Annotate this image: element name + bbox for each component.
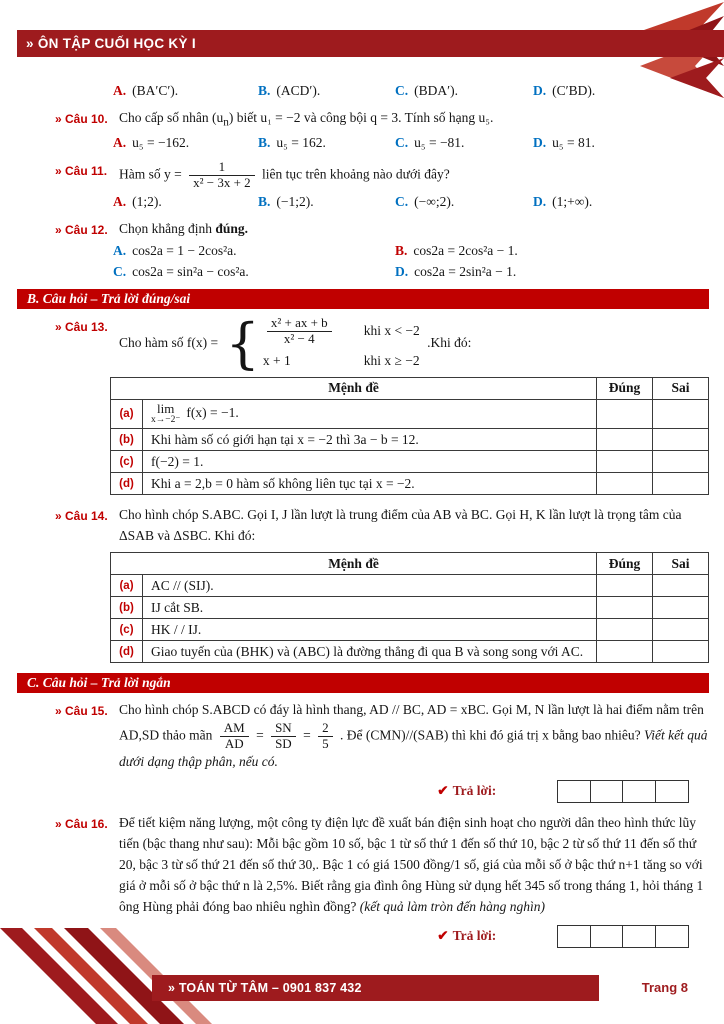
fraction bbox=[189, 160, 255, 191]
question-15-answer-row bbox=[17, 780, 689, 803]
column-header-dung: Đúng bbox=[597, 553, 653, 575]
footer-brand: » TOÁN TỪ TÂM – 0901 837 432 bbox=[168, 981, 362, 995]
section-c-bar bbox=[17, 673, 709, 693]
sai-cell[interactable] bbox=[653, 473, 709, 495]
row-key: (b) bbox=[111, 597, 143, 619]
sai-cell[interactable] bbox=[653, 641, 709, 663]
question-11-text bbox=[119, 160, 709, 191]
option-text: u₅ = −162. bbox=[132, 135, 190, 151]
answer-box-1[interactable] bbox=[557, 925, 591, 948]
option-d bbox=[395, 264, 709, 280]
column-header-sai: Sai bbox=[653, 553, 709, 575]
sai-cell[interactable] bbox=[653, 429, 709, 451]
piecewise-condition: khi x ≥ −2 bbox=[363, 352, 420, 368]
question-13-label: » Câu 13. bbox=[55, 319, 108, 334]
table-row-d bbox=[111, 641, 709, 663]
answer-box-3[interactable] bbox=[622, 780, 656, 803]
option-text: u₅ = 81. bbox=[552, 135, 595, 151]
row-key: (d) bbox=[111, 641, 143, 663]
option-text: (C′BD). bbox=[552, 83, 596, 98]
piecewise-rows bbox=[263, 316, 420, 372]
option-text: cos2a = 2cos²a − 1. bbox=[413, 242, 518, 258]
section-b-bar bbox=[17, 289, 709, 309]
option-letter: A. bbox=[113, 242, 127, 258]
statement-text: Khi hàm số có giới hạn tại x = −2 thì 3a − b = 12. bbox=[151, 431, 419, 447]
statement-cell bbox=[143, 429, 597, 451]
dung-cell[interactable] bbox=[597, 575, 653, 597]
dung-cell[interactable] bbox=[597, 473, 653, 495]
question-12-label: » Câu 12. bbox=[55, 223, 108, 237]
option-letter: D. bbox=[533, 83, 547, 98]
page-number: Trang 8 bbox=[641, 980, 688, 995]
statement-text: Giao tuyến của (BHK) và (ABC) là đường thẳng đi qua B và song song với AC. bbox=[151, 643, 584, 659]
fraction bbox=[271, 721, 296, 752]
statement-text: HK / / IJ. bbox=[151, 621, 202, 637]
text-fragment: . Để (CMN)//(SAB) thì khi đó giá trị x bằng bao nhiêu? bbox=[339, 727, 641, 743]
question-10-label: » Câu 10. bbox=[55, 112, 108, 126]
text-fragment: liên tục trên khoảng nào dưới đây? bbox=[262, 166, 450, 182]
option-text: cos2a = sin²a − cos²a. bbox=[132, 263, 249, 279]
option-letter: A. bbox=[113, 135, 127, 151]
statement-cell bbox=[143, 619, 597, 641]
text-fragment-italic: Viết kết quả dưới dạng thập phân, nếu có. bbox=[119, 727, 708, 769]
answer-boxes bbox=[558, 780, 689, 803]
page-header-title: » ÔN TẬP CUỐI HỌC KỲ I bbox=[26, 36, 196, 51]
question-12-text bbox=[119, 219, 709, 240]
question-15 bbox=[55, 700, 709, 773]
option-text: (ACD′). bbox=[276, 83, 321, 98]
question-10 bbox=[55, 108, 709, 132]
option-letter: A. bbox=[113, 194, 127, 209]
statement-cell bbox=[143, 575, 597, 597]
sai-cell[interactable] bbox=[653, 619, 709, 641]
option-b bbox=[258, 194, 395, 210]
column-header-sai: Sai bbox=[653, 377, 709, 399]
fraction-denominator: AD bbox=[224, 736, 244, 752]
section-c-title: C. Câu hỏi – Trả lời ngắn bbox=[27, 675, 171, 691]
question-12-options bbox=[113, 243, 709, 280]
limit-word: lim bbox=[157, 401, 175, 417]
option-d bbox=[533, 83, 709, 99]
dung-cell[interactable] bbox=[597, 597, 653, 619]
text-fragment: Cho hình chóp S.ABCD có đáy là hình thang, AD // BC, AD = xBC. Gọi M, N lần lượt là hai điểm nằm trên AD,SD thảo mãn bbox=[119, 702, 704, 743]
option-a bbox=[113, 83, 258, 99]
answer-box-4[interactable] bbox=[655, 780, 689, 803]
option-letter: B. bbox=[258, 83, 271, 98]
sai-cell[interactable] bbox=[653, 575, 709, 597]
answer-box-1[interactable] bbox=[557, 780, 591, 803]
question-10-options bbox=[113, 135, 709, 151]
option-b bbox=[258, 83, 395, 99]
fraction-denominator: x² − 3x + 2 bbox=[193, 175, 251, 191]
column-header-dung: Đúng bbox=[597, 377, 653, 399]
option-c bbox=[113, 264, 395, 280]
column-header-menh-de: Mệnh đề bbox=[111, 553, 597, 575]
question-9-options bbox=[113, 83, 709, 99]
option-text: (BA′C′). bbox=[132, 83, 179, 98]
option-letter: B. bbox=[258, 135, 271, 151]
option-text: (1;2). bbox=[132, 194, 162, 209]
option-b bbox=[258, 135, 395, 151]
answer-box-3[interactable] bbox=[622, 925, 656, 948]
section-b-title: B. Câu hỏi – Trả lời đúng/sai bbox=[27, 290, 191, 306]
dung-cell[interactable] bbox=[597, 399, 653, 429]
dung-cell[interactable] bbox=[597, 619, 653, 641]
fraction-numerator: SN bbox=[271, 721, 296, 737]
option-letter: C. bbox=[113, 263, 127, 279]
fraction-numerator: x² + ax + b bbox=[267, 316, 332, 332]
text-fragment-bold: đúng. bbox=[215, 221, 249, 236]
piecewise-expression: x + 1 bbox=[262, 352, 291, 368]
piecewise-condition: khi x < −2 bbox=[363, 322, 420, 338]
header-bar bbox=[17, 30, 724, 57]
statement-text: IJ cắt SB. bbox=[151, 599, 204, 615]
option-letter: D. bbox=[395, 263, 409, 279]
answer-box-2[interactable] bbox=[590, 925, 624, 948]
option-d bbox=[533, 194, 709, 210]
text-fragment: ) biết u₁ = −2 và công bội q = 3. Tính số hạng u₅. bbox=[228, 110, 494, 125]
option-text: cos2a = 1 − 2cos²a. bbox=[132, 242, 237, 258]
text-fragment: Cho cấp số nhân (u bbox=[119, 110, 224, 125]
table-row-b bbox=[111, 429, 709, 451]
table-row-a bbox=[111, 399, 709, 429]
answer-label bbox=[437, 928, 496, 944]
row-key: (d) bbox=[111, 473, 143, 495]
option-letter: A. bbox=[113, 83, 127, 98]
option-a bbox=[113, 194, 258, 210]
option-c bbox=[395, 83, 533, 99]
option-letter: D. bbox=[533, 135, 547, 151]
column-header-menh-de: Mệnh đề bbox=[111, 377, 597, 399]
equals-sign: = bbox=[303, 727, 311, 743]
option-a bbox=[113, 243, 395, 259]
question-11 bbox=[55, 160, 709, 191]
equals-sign: = bbox=[256, 727, 264, 743]
question-15-text bbox=[119, 700, 709, 773]
table-row-a bbox=[111, 575, 709, 597]
option-letter: B. bbox=[258, 194, 271, 209]
row-key: (a) bbox=[111, 399, 143, 429]
fraction bbox=[267, 316, 332, 347]
question-14 bbox=[55, 505, 709, 547]
option-b bbox=[395, 243, 709, 259]
fraction-denominator: 5 bbox=[322, 736, 329, 752]
dung-cell[interactable] bbox=[597, 429, 653, 451]
piecewise-expression bbox=[263, 316, 336, 347]
question-14-label: » Câu 14. bbox=[55, 509, 108, 524]
footer-bar bbox=[152, 975, 599, 1001]
question-13-text bbox=[119, 311, 709, 375]
left-brace: { bbox=[225, 311, 260, 375]
option-c bbox=[395, 194, 533, 210]
answer-box-2[interactable] bbox=[590, 780, 624, 803]
option-letter: B. bbox=[395, 242, 408, 258]
question-16-text bbox=[119, 813, 709, 918]
text-fragment: Chọn khẳng định bbox=[119, 221, 212, 236]
text-fragment-italic: (kết quả làm tròn đến hàng nghìn) bbox=[359, 898, 545, 914]
statement-text: AC // (SIJ). bbox=[151, 577, 214, 593]
question-12 bbox=[55, 219, 709, 240]
check-icon: ✔ bbox=[437, 928, 449, 943]
document-content bbox=[17, 80, 709, 958]
option-letter: C. bbox=[395, 83, 409, 98]
sai-cell[interactable] bbox=[653, 399, 709, 429]
option-text: u₅ = −81. bbox=[414, 135, 465, 151]
question-11-label: » Câu 11. bbox=[55, 164, 108, 179]
option-text: (−1;2). bbox=[276, 194, 314, 209]
limit-expression bbox=[151, 402, 180, 426]
statement-cell bbox=[143, 399, 597, 429]
text-fragment: Để tiết kiệm năng lượng, một công ty điện lực đề xuất bán điện sinh hoạt cho người dân theo hình thức lũy tiến (bậc thang như sau): Mỗi bậc gồm 10 số, bậc 1 từ số thứ 1 đến số thứ 10, bậc 2 từ số thứ 11 đến số thứ 20, bậc 3 từ số thứ 21 đến số thứ 30,. Bậc 1 có giá 1500 đồng/1 số, giá của mỗi số ở bậc thứ n+1 tăng so với giá ở mỗi số ở bậc thứ n là 2,5%. Biết rằng gia đình ông Hùng sử dụng hết 345 số trong tháng 1, hỏi tháng 1 ông Hùng phải đóng bao nhiêu nghìn đồng? bbox=[119, 814, 704, 914]
option-a bbox=[113, 135, 258, 151]
fraction-numerator: AM bbox=[220, 721, 249, 737]
option-text: (BDA′). bbox=[414, 83, 458, 98]
answer-boxes bbox=[558, 925, 689, 948]
statement-cell bbox=[143, 641, 597, 663]
question-14-text: Cho hình chóp S.ABC. Gọi I, J lần lượt là trung điểm của AB và BC. Gọi H, K lần lượt là trọng tâm của ΔSAB và ΔSBC. Khi đó: bbox=[119, 507, 682, 544]
question-13-table bbox=[110, 377, 709, 496]
sai-cell[interactable] bbox=[653, 451, 709, 473]
question-14-table bbox=[110, 552, 709, 663]
answer-label bbox=[437, 783, 496, 799]
text-fragment: Cho hàm số f(x) = bbox=[119, 334, 219, 350]
statement-text: f(−2) = 1. bbox=[151, 453, 204, 469]
fraction-numerator: 1 bbox=[189, 160, 255, 176]
option-text: (−∞;2). bbox=[414, 194, 455, 209]
row-key: (a) bbox=[111, 575, 143, 597]
row-key: (c) bbox=[111, 619, 143, 641]
statement-cell bbox=[143, 473, 597, 495]
question-16 bbox=[55, 813, 709, 918]
sai-cell[interactable] bbox=[653, 597, 709, 619]
table-header-row bbox=[111, 377, 709, 399]
option-letter: D. bbox=[533, 194, 547, 209]
option-letter: C. bbox=[395, 135, 409, 151]
piecewise-function bbox=[225, 311, 420, 375]
statement-text: Khi a = 2,b = 0 hàm số không liên tục tại x = −2. bbox=[151, 475, 415, 491]
statement-cell bbox=[143, 597, 597, 619]
row-key: (b) bbox=[111, 429, 143, 451]
table-row-d bbox=[111, 473, 709, 495]
table-row-c bbox=[111, 451, 709, 473]
fraction bbox=[220, 721, 249, 752]
fraction bbox=[318, 721, 333, 752]
answer-label-text: Trả lời: bbox=[452, 783, 497, 799]
text-fragment: .Khi đó: bbox=[427, 334, 472, 350]
answer-label-text: Trả lời: bbox=[452, 928, 497, 943]
row-key: (c) bbox=[111, 451, 143, 473]
text-fragment: Hàm số y = bbox=[119, 166, 182, 182]
check-icon: ✔ bbox=[437, 783, 449, 799]
statement-text: f(x) = −1. bbox=[186, 405, 239, 421]
subscript-n: n bbox=[223, 116, 229, 129]
answer-box-4[interactable] bbox=[655, 925, 689, 948]
option-text: cos2a = 2sin²a − 1. bbox=[414, 263, 517, 279]
option-text: u₅ = 162. bbox=[276, 135, 326, 151]
fraction-denominator: x² − 4 bbox=[283, 330, 315, 346]
limit-subscript: x→−2⁻ bbox=[151, 414, 181, 425]
table-header-row bbox=[111, 553, 709, 575]
dung-cell[interactable] bbox=[597, 641, 653, 663]
option-text: (1;+∞). bbox=[552, 194, 593, 209]
question-13 bbox=[55, 311, 709, 375]
table-row-b bbox=[111, 597, 709, 619]
statement-cell bbox=[143, 451, 597, 473]
dung-cell[interactable] bbox=[597, 451, 653, 473]
fraction-numerator: 2 bbox=[318, 721, 333, 737]
table-row-c bbox=[111, 619, 709, 641]
question-10-text bbox=[119, 108, 709, 132]
fraction-denominator: SD bbox=[275, 736, 292, 752]
option-d bbox=[533, 135, 709, 151]
option-c bbox=[395, 135, 533, 151]
question-16-label: » Câu 16. bbox=[55, 816, 108, 831]
question-11-options bbox=[113, 194, 709, 210]
question-15-label: » Câu 15. bbox=[55, 704, 108, 719]
option-letter: C. bbox=[395, 194, 409, 209]
